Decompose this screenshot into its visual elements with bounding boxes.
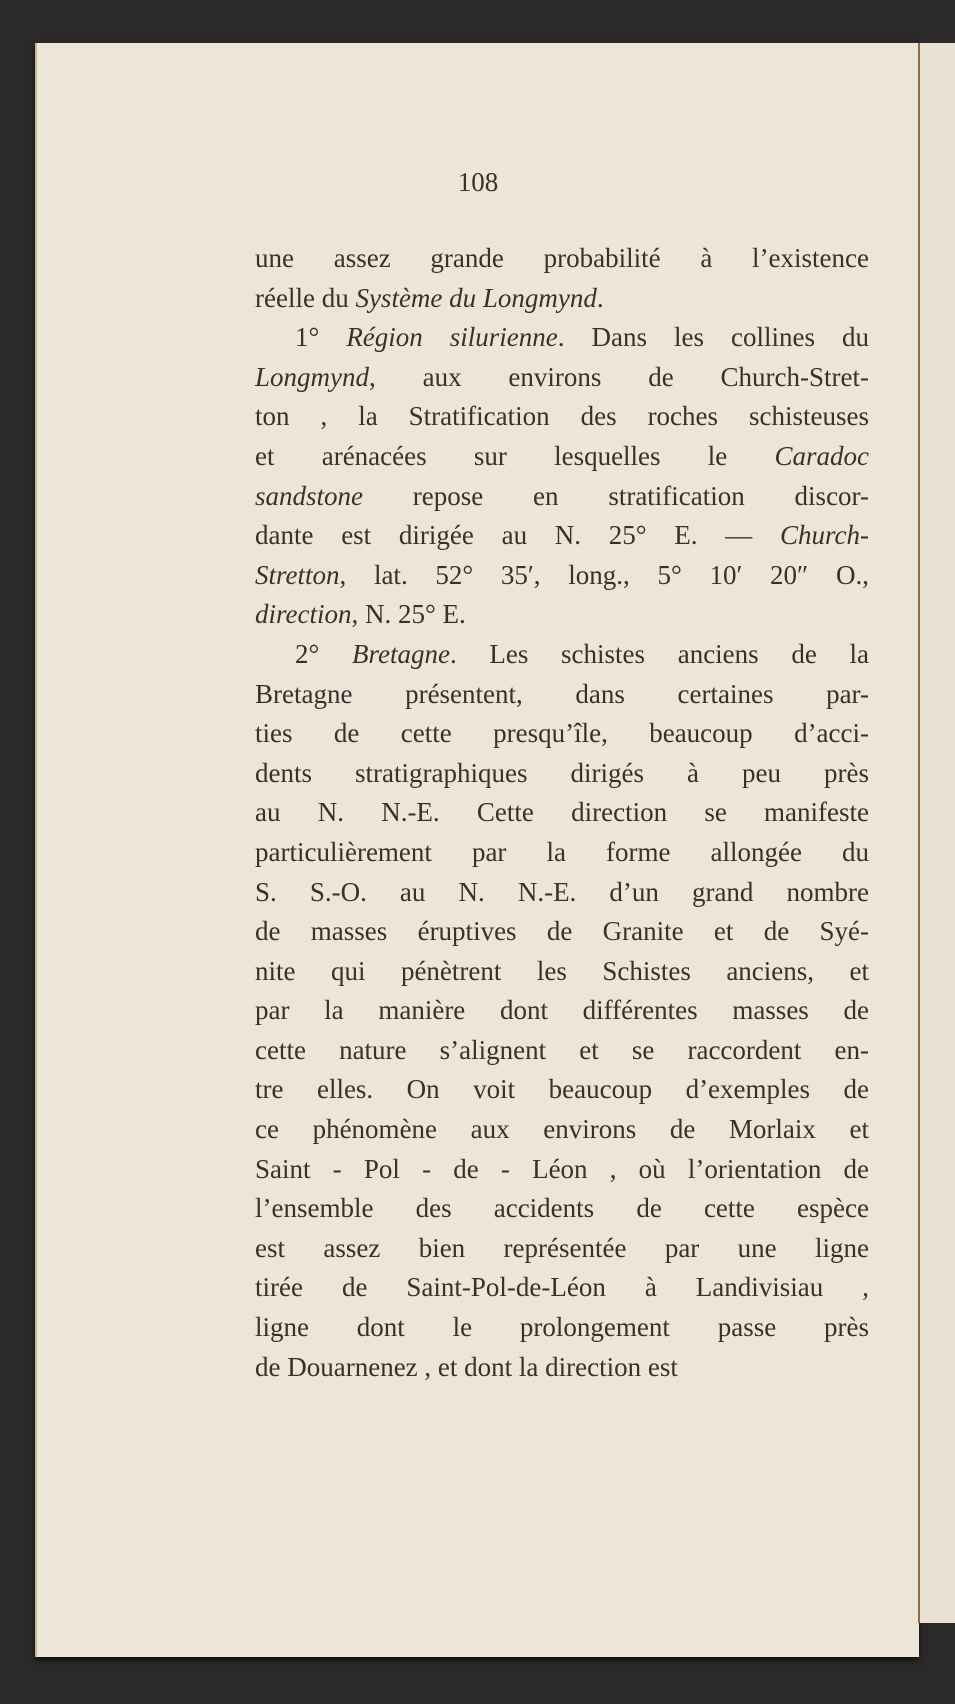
text-segment: est assez bien représentée par une ligne — [255, 1232, 869, 1263]
text-line — [255, 1110, 869, 1150]
text-line — [255, 1031, 869, 1071]
text-line — [255, 991, 869, 1031]
text-line — [255, 1150, 869, 1190]
text-segment: , lat. 52° 35′, long., 5° 10′ 20″ O., — [339, 559, 869, 590]
text-segment: ligne dont le prolongement passe près — [255, 1312, 869, 1343]
text-segment: tre elles. On voit beaucoup d’exemples de — [255, 1074, 869, 1105]
text-line — [255, 556, 869, 596]
italic-text: Church- — [780, 520, 869, 551]
text-line — [255, 793, 869, 833]
text-line — [255, 1070, 869, 1110]
italic-text: Système du Longmynd — [355, 282, 597, 313]
text-line — [255, 635, 869, 675]
text-line — [255, 1229, 869, 1269]
text-segment: l’ensemble des accidents de cette espèce — [255, 1193, 869, 1224]
text-line — [255, 675, 869, 715]
text-segment: tirée de Saint-Pol-de-Léon à Landivisiau , — [255, 1272, 869, 1303]
text-line — [255, 358, 869, 398]
text-segment: une assez grande probabilité à l’existence — [255, 243, 869, 273]
italic-text: direction — [255, 599, 352, 630]
text-segment: . Les schistes anciens de la — [449, 638, 869, 669]
text-line — [255, 1348, 869, 1388]
text-segment: dante est dirigée au N. 25° E. — — [255, 520, 780, 551]
text-line — [255, 397, 869, 437]
italic-text: sandstone — [255, 480, 363, 511]
text-segment: , aux environs de Church-Stret- — [369, 361, 869, 392]
text-line — [255, 1268, 869, 1308]
body-text — [255, 239, 869, 1387]
text-segment: au N. N.-E. Cette direction se manifeste — [255, 797, 869, 828]
text-segment: de masses éruptives de Granite et de Syé- — [255, 916, 869, 947]
text-line — [255, 714, 869, 754]
italic-text: Stretton — [255, 559, 340, 590]
text-line — [255, 477, 869, 517]
text-segment: ties de cette presqu’île, beaucoup d’acci- — [255, 718, 869, 749]
text-line — [255, 952, 869, 992]
text-segment: Saint - Pol - de - Léon , où l’orientation de — [255, 1153, 869, 1184]
italic-text: Longmynd — [255, 361, 369, 392]
text-line — [255, 833, 869, 873]
text-segment: repose en stratification discor- — [363, 480, 869, 511]
text-line — [255, 279, 869, 319]
text-segment: . Dans les collines du — [557, 322, 869, 353]
text-line — [255, 318, 869, 358]
text-segment: 1° — [295, 322, 347, 353]
book-page — [35, 43, 919, 1657]
text-line — [255, 1308, 869, 1348]
italic-text: Bretagne — [351, 638, 450, 669]
text-segment: et arénacées sur lesquelles le — [255, 440, 775, 471]
text-line — [255, 1189, 869, 1229]
text-segment: dents stratigraphiques dirigés à peu près — [255, 757, 869, 788]
text-line — [255, 873, 869, 913]
text-line — [255, 437, 869, 477]
italic-text: Région silurienne — [346, 322, 558, 353]
text-line — [255, 595, 869, 635]
text-line — [255, 516, 869, 556]
adjacent-page-edge — [918, 43, 955, 1623]
text-segment: de Douarnenez , et dont la direction est — [255, 1351, 678, 1382]
text-segment: ton , la Stratification des roches schisteuses — [255, 401, 869, 432]
page-number: 108 — [457, 167, 499, 197]
text-segment: Bretagne présentent, dans certaines par- — [255, 678, 869, 709]
text-segment: S. S.-O. au N. N.-E. d’un grand nombre — [255, 876, 869, 907]
text-segment: ce phénomène aux environs de Morlaix et — [255, 1114, 869, 1145]
text-segment: réelle du — [255, 282, 356, 313]
text-segment: cette nature s’alignent et se raccordent en- — [255, 1034, 869, 1065]
text-segment: particulièrement par la forme allongée du — [255, 836, 869, 867]
text-segment: 2° — [295, 638, 352, 669]
text-line — [255, 754, 869, 794]
text-line — [255, 239, 869, 279]
text-segment: , N. 25° E. — [351, 599, 466, 630]
text-segment: par la manière dont différentes masses de — [255, 995, 869, 1026]
text-line — [255, 912, 869, 952]
text-segment: nite qui pénètrent les Schistes anciens, et — [255, 955, 869, 986]
text-segment: . — [596, 282, 604, 313]
italic-text: Caradoc — [774, 440, 869, 471]
